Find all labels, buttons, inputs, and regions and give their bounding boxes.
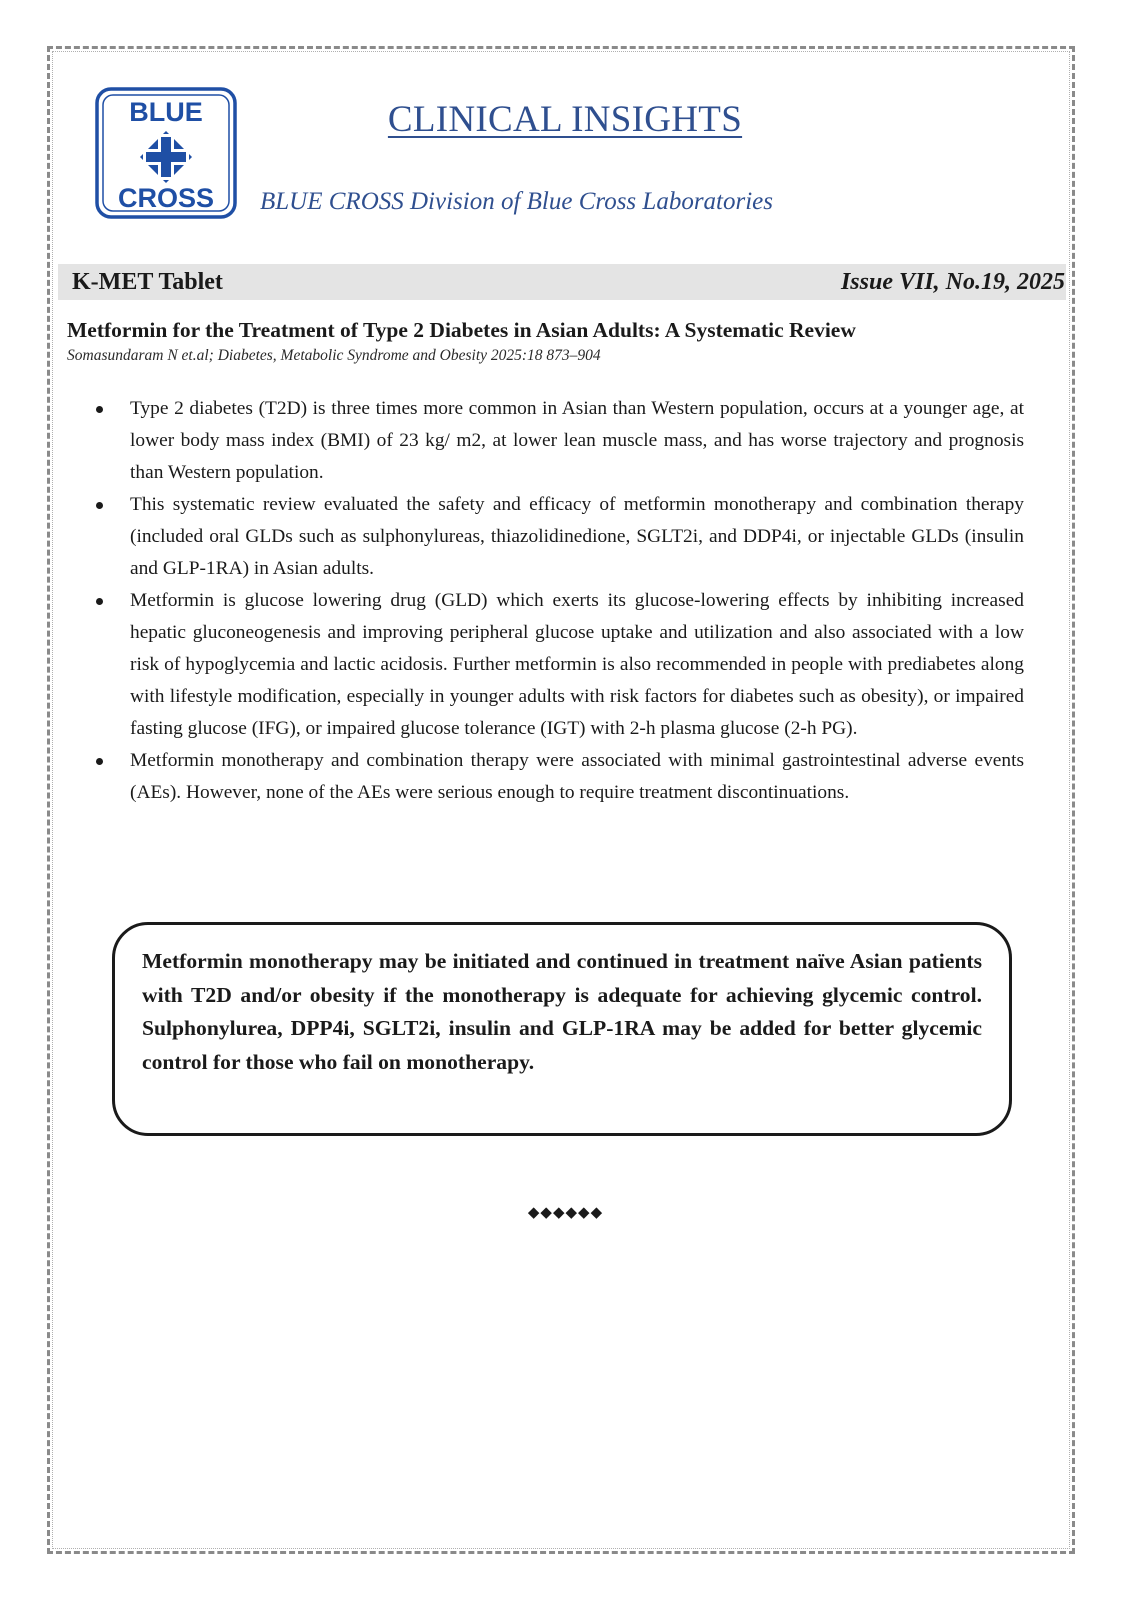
key-points-list [96,393,1024,809]
article-citation: Somasundaram N et.al; Diabetes, Metabolic Syndrome and Obesity 2025:18 873–904 [67,347,601,364]
summary-text: Metformin monotherapy may be initiated and continued in treatment naïve Asian patients with T2D and/or obesity if the monotherapy is adequate for achieving glycemic control. Sulphonylurea, DPP4i, SGLT2i, insulin and GLP-1RA may be added for better glycemic control for those who fail on monotherapy. [142,949,982,1074]
list-item-text: This systematic review evaluated the safety and efficacy of metformin monotherapy and combination therapy (included oral GLDs such as sulphonylureas, thiazolidinedione, SGLT2i, and DDP4i, or injectable GLDs (insulin and GLP-1RA) in Asian adults. [130,494,1024,579]
logo-text-bottom: CROSS [117,183,215,213]
list-item-text: Metformin monotherapy and combination therapy were associated with minimal gastrointestinal adverse events (AEs). However, none of the AEs were serious enough to require treatment discontinuations. [130,750,1024,803]
issue-label: Issue VII, No.19, 2025 [840,269,1065,295]
list-item [96,745,1024,809]
blue-cross-logo [95,87,237,219]
bullet-icon [96,406,103,413]
summary-box [112,922,1012,1136]
list-item [96,489,1024,585]
section-separator: ◆◆◆◆◆◆ [527,1203,604,1221]
article-title: Metformin for the Treatment of Type 2 Diabetes in Asian Adults: A Systematic Review [67,318,856,342]
division-subtitle: BLUE CROSS Division of Blue Cross Laboratories [260,188,773,215]
page-title: CLINICAL INSIGHTS [387,99,743,140]
logo-text-top: BLUE [129,97,203,127]
bullet-icon [96,502,103,509]
list-item-text: Type 2 diabetes (T2D) is three times more common in Asian than Western population, occurs at a younger age, at lower body mass index (BMI) of 23 kg/ m2, at lower lean muscle mass, and has worse trajectory and prognosis than Western population. [130,398,1024,483]
product-name: K-MET Tablet [72,269,223,295]
list-item [96,393,1024,489]
list-item [96,585,1024,745]
list-item-text: Metformin is glucose lowering drug (GLD) which exerts its glucose-lowering effects by inhibiting increased hepatic gluconeogenesis and improving peripheral glucose uptake and utilization and also associated with a low risk of hypoglycemia and lactic acidosis. Further metformin is also recommended in people with prediabetes along with lifestyle modification, especially in younger adults with risk factors for diabetes such as obesity), or impaired fasting glucose (IFG), or impaired glucose tolerance (IGT) with 2-h plasma glucose (2-h PG). [130,590,1024,739]
bullet-icon [96,598,103,605]
bullet-icon [96,758,103,765]
